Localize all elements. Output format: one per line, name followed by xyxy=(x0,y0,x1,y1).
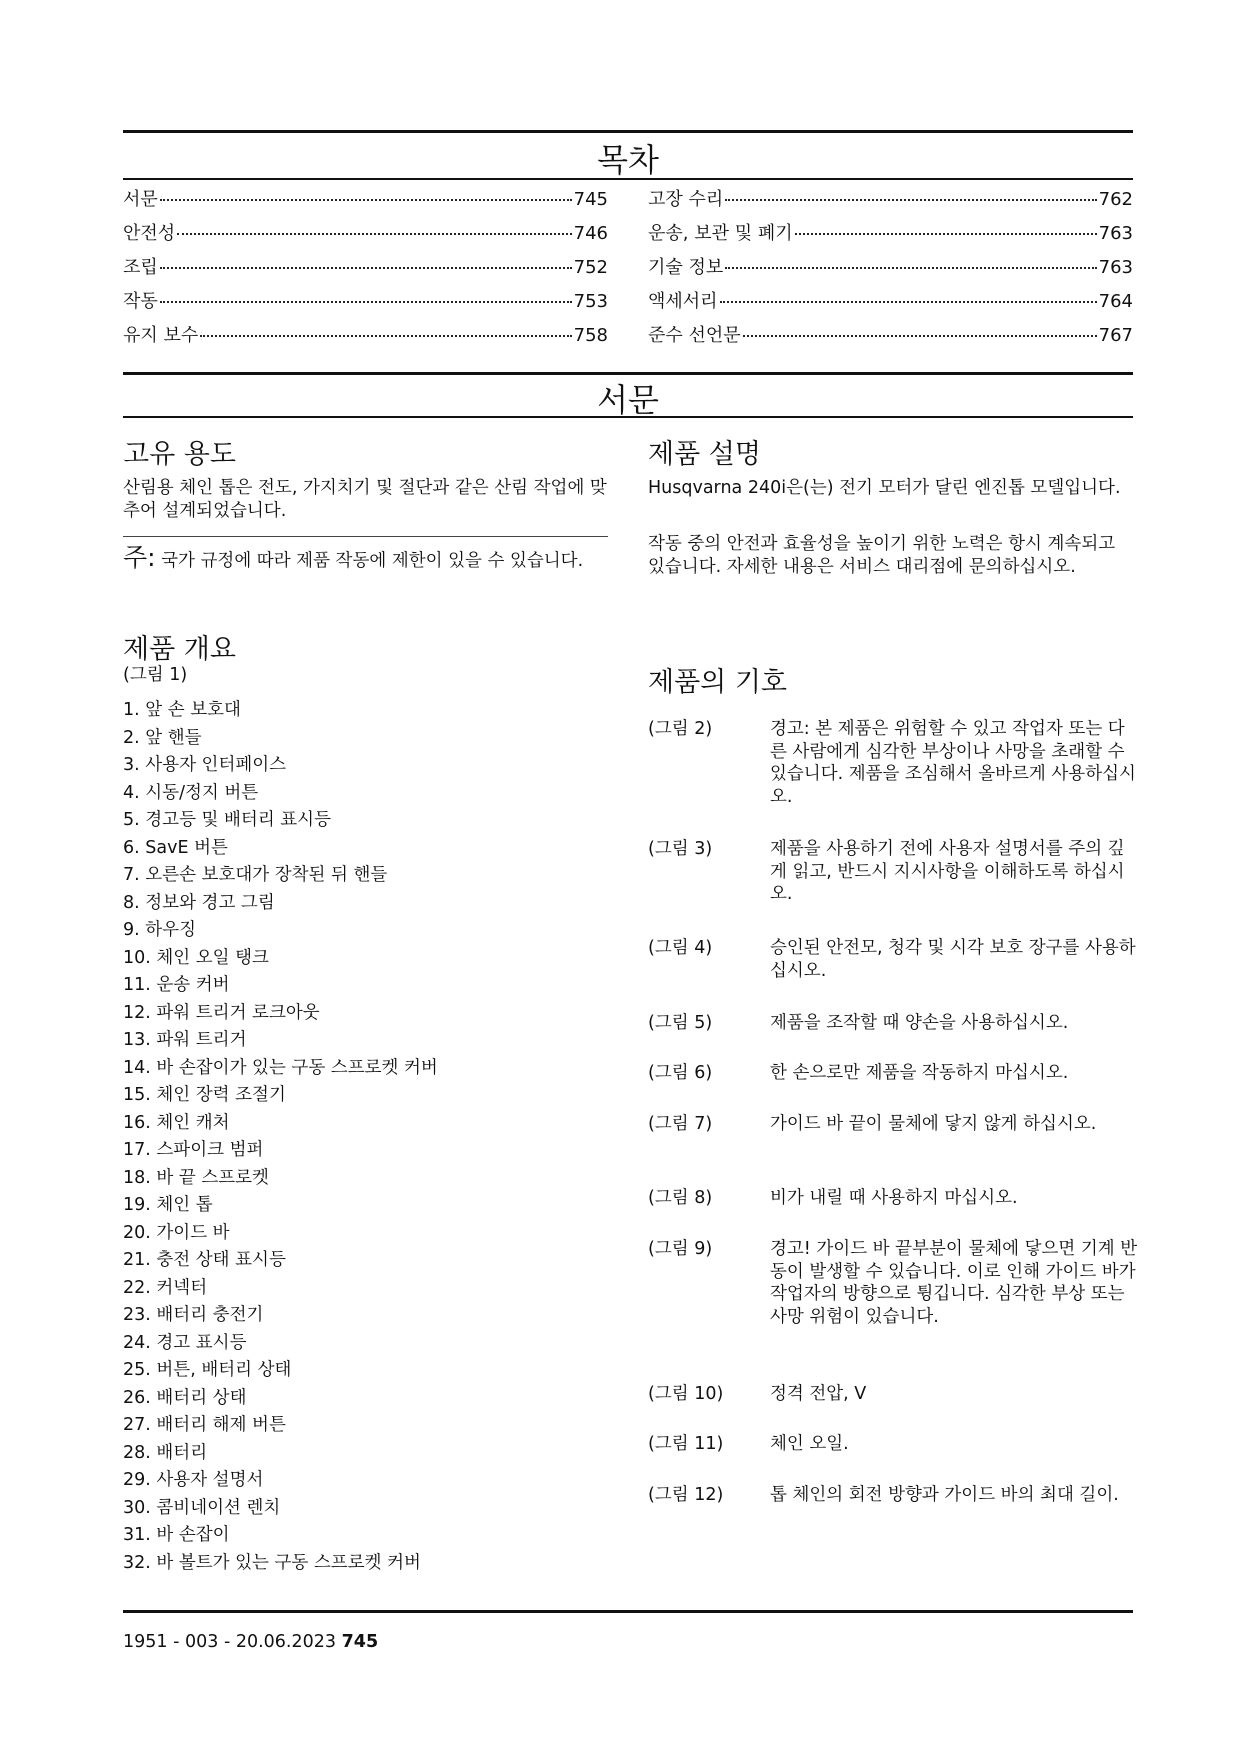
figure-ref: (그림 11) xyxy=(648,1434,724,1454)
list-item: 19. 체인 톱 xyxy=(123,1195,213,1215)
list-item: 21. 충전 상태 표시등 xyxy=(123,1250,286,1270)
figure-ref: (그림 10) xyxy=(648,1384,724,1404)
list-item: 28. 배터리 xyxy=(123,1442,208,1463)
symbol-text: 체인 오일. xyxy=(770,1434,849,1454)
list-item: 3. 사용자 인터페이스 xyxy=(123,755,287,775)
note-block xyxy=(123,543,608,573)
figure-ref: (그림 9) xyxy=(648,1239,713,1259)
symbol-text: 정격 전압, V xyxy=(770,1384,867,1404)
toc-entry[interactable]: 운송, 보관 및 폐기 763 xyxy=(648,223,1133,244)
intro-title: 서문 xyxy=(597,381,659,419)
parts-list xyxy=(123,697,438,1577)
symbol-text: 경고! 가이드 바 끝부분이 물체에 닿으면 기계 반동이 발생할 수 있습니다. 이로 인해 가이드 바가 작업자의 방향으로 튕깁니다. 심각한 부상 또는 사망 위험이 있습니다. xyxy=(770,1239,1138,1327)
toc-top-rule xyxy=(123,130,1133,133)
symbol-text: 경고: 본 제품은 위험할 수 있고 작업자 또는 다른 사람에게 심각한 부상이나 사망을 초래할 수 있습니다. 제품을 조심해서 올바르게 사용하십시오. xyxy=(770,719,1136,807)
list-item: 11. 운송 커버 xyxy=(123,975,230,995)
list-item: 9. 하우징 xyxy=(123,920,196,940)
note-label: 주: xyxy=(123,543,156,572)
list-item: 4. 시동/정지 버튼 xyxy=(123,782,259,803)
toc-entry[interactable]: 작동 753 xyxy=(123,291,608,312)
symbols-heading: 제품의 기호 xyxy=(648,667,787,698)
page-number: 745 xyxy=(341,1632,379,1652)
list-item: 23. 배터리 충전기 xyxy=(123,1305,264,1325)
figure-ref: (그림 4) xyxy=(648,938,713,958)
list-item: 5. 경고등 및 배터리 표시등 xyxy=(123,810,331,830)
figure-ref: (그림 12) xyxy=(648,1485,724,1505)
toc-entry[interactable]: 서문 745 xyxy=(123,189,608,210)
list-item: 26. 배터리 상태 xyxy=(123,1387,247,1408)
doc-code: 1951 - 003 - 20.06.2023 xyxy=(123,1632,337,1652)
list-item: 17. 스파이크 범퍼 xyxy=(123,1140,264,1160)
toc-entry[interactable]: 준수 선언문 767 xyxy=(648,325,1133,346)
description-p1: Husqvarna 240i은(는) 전기 모터가 달린 엔진톱 모델입니다. xyxy=(648,478,1121,498)
list-item: 16. 체인 캐처 xyxy=(123,1112,230,1133)
figure-ref: (그림 7) xyxy=(648,1114,713,1134)
symbol-text: 제품을 사용하기 전에 사용자 설명서를 주의 깊게 읽고, 반드시 지시사항을 이해하도록 하십시오. xyxy=(770,839,1125,904)
intended-use-heading: 고유 용도 xyxy=(123,439,236,470)
list-item: 29. 사용자 설명서 xyxy=(123,1470,264,1490)
toc-title: 목차 xyxy=(597,141,659,179)
list-item: 31. 바 손잡이 xyxy=(123,1525,230,1545)
figure-ref: (그림 2) xyxy=(648,719,713,739)
symbol-text: 가이드 바 끝이 물체에 닿지 않게 하십시오. xyxy=(770,1114,1097,1134)
list-item: 12. 파워 트리거 로크아웃 xyxy=(123,1002,320,1023)
list-item: 24. 경고 표시등 xyxy=(123,1332,247,1353)
symbol-text: 한 손으로만 제품을 작동하지 마십시오. xyxy=(770,1063,1069,1083)
toc-entry[interactable]: 액세서리 764 xyxy=(648,291,1133,312)
toc-entry[interactable]: 기술 정보 763 xyxy=(648,257,1133,278)
description-p2: 작동 중의 안전과 효율성을 높이기 위한 노력은 항시 계속되고 있습니다. 자세한 내용은 서비스 대리점에 문의하십시오. xyxy=(648,534,1116,577)
list-item: 14. 바 손잡이가 있는 구동 스프로켓 커버 xyxy=(123,1057,438,1078)
overview-heading: 제품 개요 xyxy=(123,634,236,665)
symbol-text: 비가 내릴 때 사용하지 마십시오. xyxy=(770,1188,1018,1208)
toc-entry[interactable]: 안전성 746 xyxy=(123,223,608,244)
overview-figure-ref: (그림 1) xyxy=(123,665,188,685)
page-footer xyxy=(123,1632,378,1652)
list-item: 6. SavE 버튼 xyxy=(123,837,228,858)
toc-bottom-rule xyxy=(123,178,1133,180)
list-item: 18. 바 끝 스프로켓 xyxy=(123,1167,269,1188)
list-item: 8. 정보와 경고 그림 xyxy=(123,892,275,913)
toc-entry[interactable]: 조립 752 xyxy=(123,257,608,278)
note-text: 국가 규정에 따라 제품 작동에 제한이 있을 수 있습니다. xyxy=(161,551,584,571)
toc-entry[interactable]: 유지 보수 758 xyxy=(123,325,608,346)
list-item: 30. 콤비네이션 렌치 xyxy=(123,1497,281,1518)
toc-right-column xyxy=(648,185,1133,355)
figure-ref: (그림 3) xyxy=(648,839,713,859)
list-item: 32. 바 볼트가 있는 구동 스프로켓 커버 xyxy=(123,1552,421,1573)
intended-use-text: 산림용 체인 톱은 전도, 가지치기 및 절단과 같은 산림 작업에 맞추어 설계되었습니다. xyxy=(123,478,607,521)
list-item: 15. 체인 장력 조절기 xyxy=(123,1085,286,1105)
note-divider xyxy=(123,536,608,537)
intro-bottom-rule xyxy=(123,416,1133,418)
symbol-text: 승인된 안전모, 청각 및 시각 보호 장구를 사용하십시오. xyxy=(770,938,1136,981)
symbol-text: 제품을 조작할 때 양손을 사용하십시오. xyxy=(770,1013,1069,1033)
list-item: 27. 배터리 해제 버튼 xyxy=(123,1415,286,1435)
figure-ref: (그림 6) xyxy=(648,1063,713,1083)
list-item: 20. 가이드 바 xyxy=(123,1222,230,1243)
list-item: 25. 버튼, 배터리 상태 xyxy=(123,1360,292,1380)
figure-ref: (그림 5) xyxy=(648,1013,713,1033)
figure-ref: (그림 8) xyxy=(648,1188,713,1208)
list-item: 7. 오른손 보호대가 장착된 뒤 핸들 xyxy=(123,865,388,885)
list-item: 22. 커넥터 xyxy=(123,1277,208,1298)
list-item: 10. 체인 오일 탱크 xyxy=(123,947,269,968)
footer-rule xyxy=(123,1610,1133,1613)
toc-left-column xyxy=(123,185,608,355)
toc-entry[interactable]: 고장 수리 762 xyxy=(648,189,1133,210)
symbol-text: 톱 체인의 회전 방향과 가이드 바의 최대 길이. xyxy=(770,1485,1119,1505)
list-item: 13. 파워 트리거 xyxy=(123,1030,247,1050)
list-item: 1. 앞 손 보호대 xyxy=(123,700,241,720)
description-heading: 제품 설명 xyxy=(648,439,761,470)
list-item: 2. 앞 핸들 xyxy=(123,727,202,748)
